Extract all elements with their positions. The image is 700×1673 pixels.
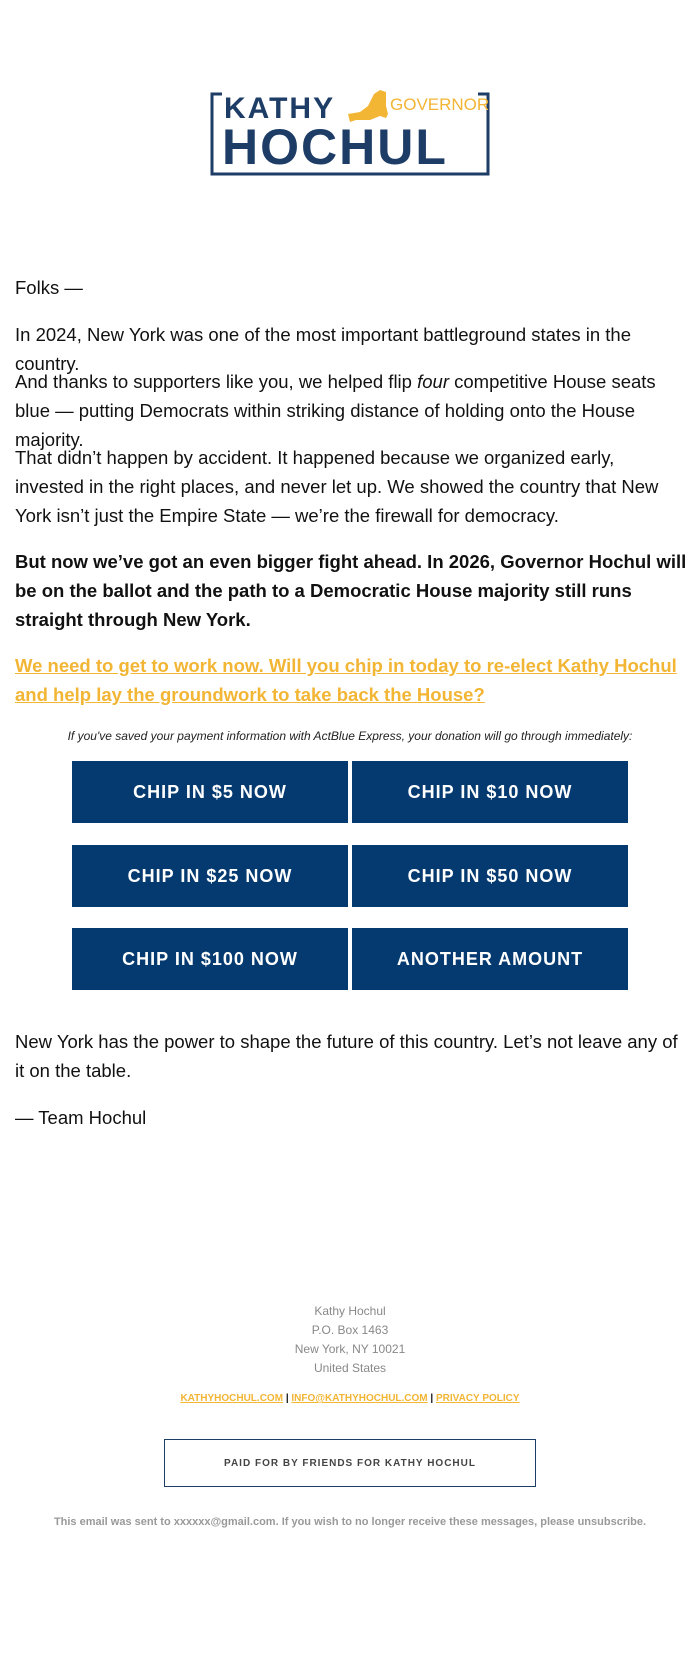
paragraph-power-to-shape: New York has the power to shape the future of this country. Let’s not leave any of it on the table. (15, 1031, 678, 1081)
paragraph-not-accident: That didn’t happen by accident. It happened because we organized early, invested in the right places, and never let up. We showed the country that New York isn’t just the Empire State — we’re the firewall for democracy. (15, 447, 659, 526)
address-line: P.O. Box 1463 (311, 1323, 389, 1337)
chip-in-5-button[interactable]: CHIP IN $5 NOW (72, 761, 348, 823)
chip-in-25-button[interactable]: CHIP IN $25 NOW (72, 845, 348, 907)
website-link[interactable]: KATHYHOCHUL.COM (180, 1393, 284, 1404)
address-line: United States (313, 1361, 387, 1375)
signoff: — Team Hochul (15, 1107, 147, 1128)
footer-address (0, 1302, 700, 1378)
logo-office: GOVERNOR (390, 95, 490, 114)
privacy-policy-link[interactable]: PRIVACY POLICY (436, 1393, 520, 1404)
logo-first-name: KATHY (224, 92, 336, 125)
paragraph-battleground: In 2024, New York was one of the most important battleground states in the country. (15, 324, 632, 374)
paragraph-flip-seats-start: And thanks to supporters like you, we helped flip (15, 371, 418, 392)
paragraph-flip-seats-end: competitive House seats blue — putting Democrats within striking distance of holding onto the House majority. (15, 371, 656, 450)
logo-last-name: HOCHUL (222, 119, 448, 175)
another-amount-button[interactable]: ANOTHER AMOUNT (352, 928, 628, 990)
email-link[interactable]: INFO@KATHYHOCHUL.COM (291, 1393, 428, 1404)
chip-in-50-button[interactable]: CHIP IN $50 NOW (352, 845, 628, 907)
cta-donate-link[interactable]: We need to get to work now. Will you chip in today to re-elect Kathy Hochul and help lay the groundwork to take back the House? (15, 655, 677, 705)
paid-for-disclaimer: PAID FOR BY FRIENDS FOR KATHY HOCHUL (164, 1439, 536, 1487)
chip-in-10-button[interactable]: CHIP IN $10 NOW (352, 761, 628, 823)
hochul-logo (210, 84, 490, 176)
link-separator: | (430, 1393, 434, 1404)
cta-paragraph (15, 651, 687, 709)
chip-in-100-button[interactable]: CHIP IN $100 NOW (72, 928, 348, 990)
new-york-state-icon (348, 90, 388, 122)
address-line: Kathy Hochul (314, 1304, 386, 1318)
paragraph-flip-seats (15, 367, 687, 454)
unsubscribe-notice: This email was sent to xxxxxx@gmail.com. If you wish to no longer receive these messages, please unsubscribe. (53, 1516, 647, 1528)
actblue-express-note: If you've saved your payment information with ActBlue Express, your donation will go through immediately: (67, 729, 633, 743)
header-logo-area (0, 0, 700, 250)
emphasis-four: four (417, 371, 449, 392)
address-line: New York, NY 10021 (294, 1342, 406, 1356)
paragraph-bigger-fight: But now we’ve got an even bigger fight ahead. In 2026, Governor Hochul will be on the ballot and the path to a Democratic House majority still runs straight through New York. (15, 551, 687, 630)
footer-links (0, 1393, 700, 1404)
link-separator: | (285, 1393, 289, 1404)
greeting: Folks — (15, 277, 83, 298)
